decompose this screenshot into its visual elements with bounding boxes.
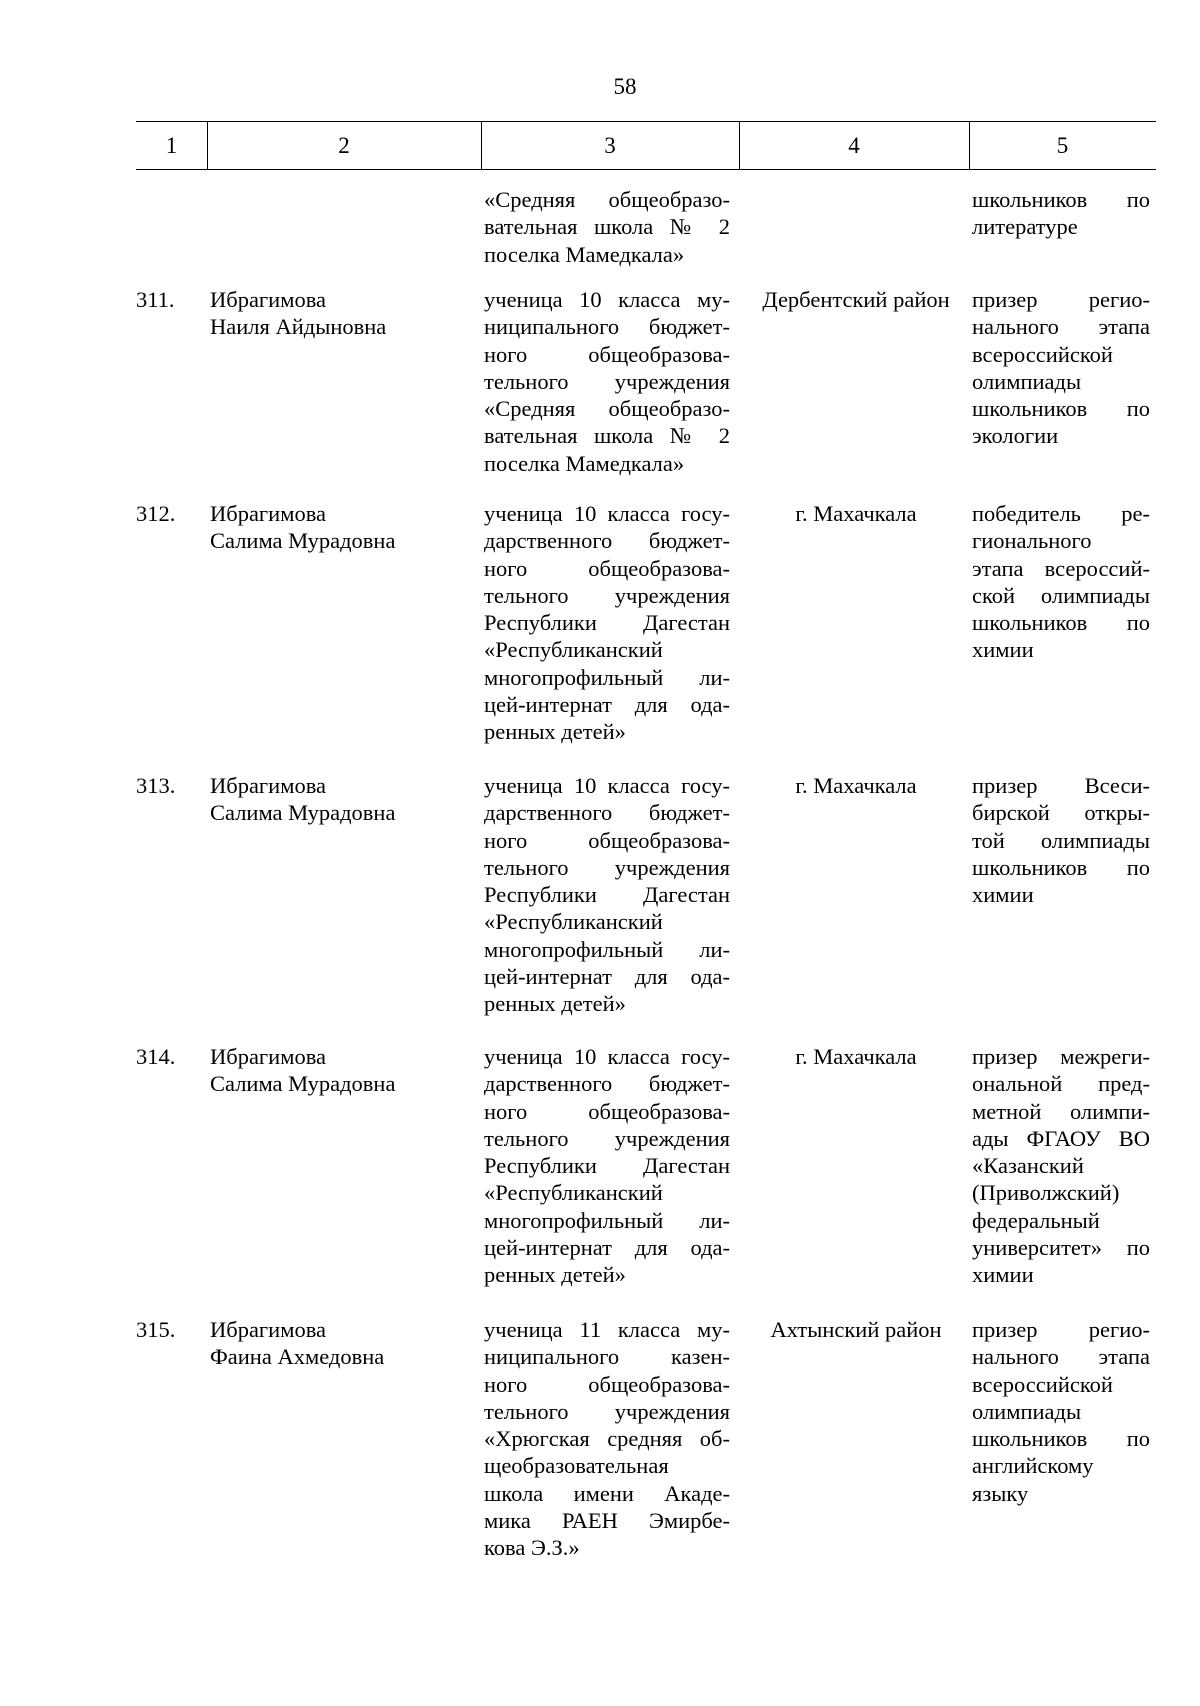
table-header-col-1: 1 bbox=[165, 133, 178, 158]
student-name: Ибрагимова Салима Мурадовна bbox=[210, 773, 396, 826]
student-region: Дербентский район bbox=[762, 287, 950, 312]
student-award: призер регио- нального этапа всероссийской олимпиады школьников по английскому языку bbox=[972, 1317, 1150, 1506]
row-number: 315. bbox=[136, 1317, 176, 1342]
page-number: 58 bbox=[613, 74, 637, 99]
continuation-education: «Средняя общеобразо- вательная школа № 2 поселка Мамедкала» bbox=[484, 187, 730, 267]
student-education: ученица 10 класса му- ниципального бюджет- ного общеобразова- тельного учреждения «Средняя общеобразо- вательная школа № 2 поселка Мамедкала» bbox=[484, 287, 730, 476]
student-education: ученица 10 класса госу- дарственного бюджет- ного общеобразова- тельного учреждения Республики Дагестан «Республиканский многопрофильный ли- цей-интернат для ода- ренных детей» bbox=[484, 501, 730, 745]
student-education: ученица 10 класса госу- дарственного бюджет- ного общеобразова- тельного учреждения Республики Дагестан «Республиканский многопрофильный ли- цей-интернат для ода- ренных детей» bbox=[484, 1044, 730, 1288]
student-award: призер межреги- ональной пред- метной олимпи- ады ФГАОУ ВО «Казанский (Приволжский) федеральный университет» по химии bbox=[972, 1044, 1150, 1288]
row-number: 312. bbox=[136, 501, 176, 526]
student-award: победитель ре- гионального этапа всероссий- ской олимпиады школьников по химии bbox=[972, 501, 1150, 663]
student-name: Ибрагимова Наиля Айдыновна bbox=[210, 287, 387, 340]
table-header-col-3: 3 bbox=[604, 133, 616, 158]
student-region: г. Махачкала bbox=[795, 501, 917, 526]
continuation-award: школьников по литературе bbox=[972, 187, 1150, 240]
table-header-top-rule bbox=[136, 121, 1156, 122]
student-award: призер регио- нального этапа всероссийской олимпиады школьников по экологии bbox=[972, 287, 1150, 449]
student-name: Ибрагимова Фаина Ахмедовна bbox=[210, 1317, 385, 1370]
row-number: 311. bbox=[136, 287, 175, 312]
row-number: 314. bbox=[136, 1044, 176, 1069]
table-header-col-4: 4 bbox=[848, 133, 860, 158]
row-number: 313. bbox=[136, 773, 176, 798]
table-header-col-2: 2 bbox=[338, 133, 350, 158]
student-region: Ахтынский район bbox=[770, 1317, 942, 1342]
student-award: призер Всеси- бирской откры- той олимпиады школьников по химии bbox=[972, 773, 1150, 908]
student-name: Ибрагимова Салима Мурадовна bbox=[210, 1044, 396, 1097]
table-header-bottom-rule bbox=[136, 169, 1156, 170]
student-region: г. Махачкала bbox=[795, 773, 917, 798]
student-education: ученица 11 класса му- ниципального казен- ного общеобразова- тельного учреждения «Хрюгская средняя об- щеобразовательная школа имени Акаде- мика РАЕН Эмирбе- кова Э.З.» bbox=[484, 1317, 730, 1561]
student-education: ученица 10 класса госу- дарственного бюджет- ного общеобразова- тельного учреждения Республики Дагестан «Республиканский многопрофильный ли- цей-интернат для ода- ренных детей» bbox=[484, 773, 730, 1017]
table-header-col-5: 5 bbox=[1056, 133, 1069, 158]
student-name: Ибрагимова Салима Мурадовна bbox=[210, 501, 396, 554]
student-region: г. Махачкала bbox=[795, 1044, 917, 1069]
